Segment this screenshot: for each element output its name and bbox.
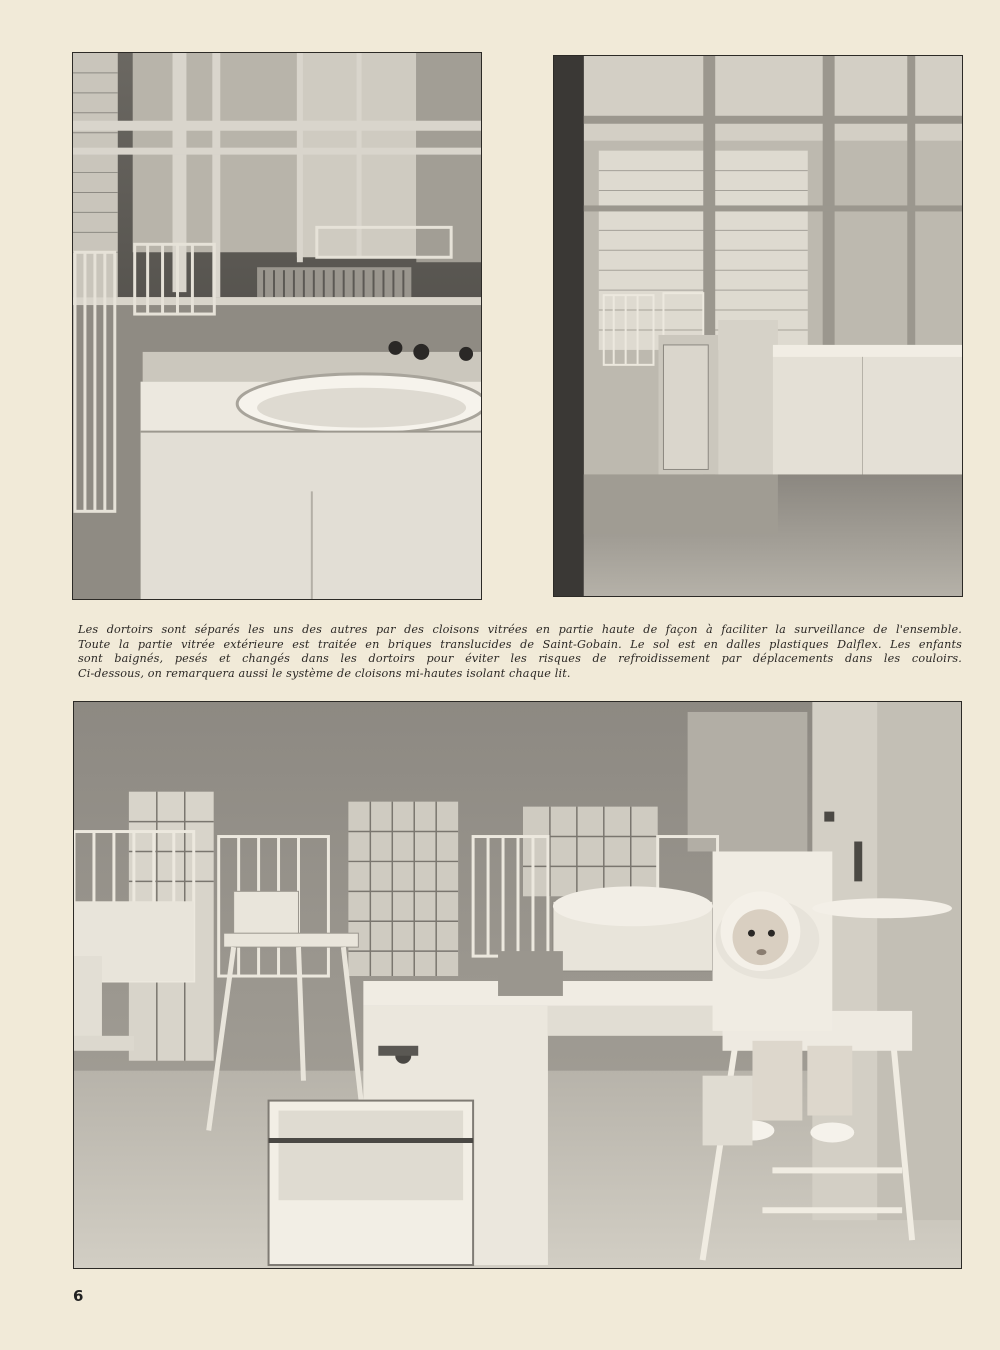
bathroom-illustration (73, 53, 481, 599)
corridor-illustration (554, 56, 962, 596)
caption-line: Ci-dessous, on remarquera aussi le système de cloisons mi-hautes isolant chaque lit. (78, 666, 571, 680)
dormitory-illustration (74, 702, 961, 1268)
caption-line: Les dortoirs sont séparés les uns des autres par des cloisons vitrées en partie haute de façon à faciliter la surveillance de l'ensemble. (78, 623, 962, 636)
photo-caption (78, 623, 962, 681)
photo-bathroom (72, 52, 482, 600)
caption-line: Toute la partie vitrée extérieure est traitée en briques translucides de Saint-Gobain. Le sol est en dalles plastiques Dalflex. Les enfants (78, 637, 962, 651)
page-number: 6 (73, 1287, 84, 1305)
caption-line: sont baignés, pesés et changés dans les dortoirs pour éviter les risques de refroidissement par déplacements dans les couloirs. (78, 652, 962, 666)
photo-corridor (553, 55, 963, 597)
photo-dormitory (73, 701, 962, 1269)
